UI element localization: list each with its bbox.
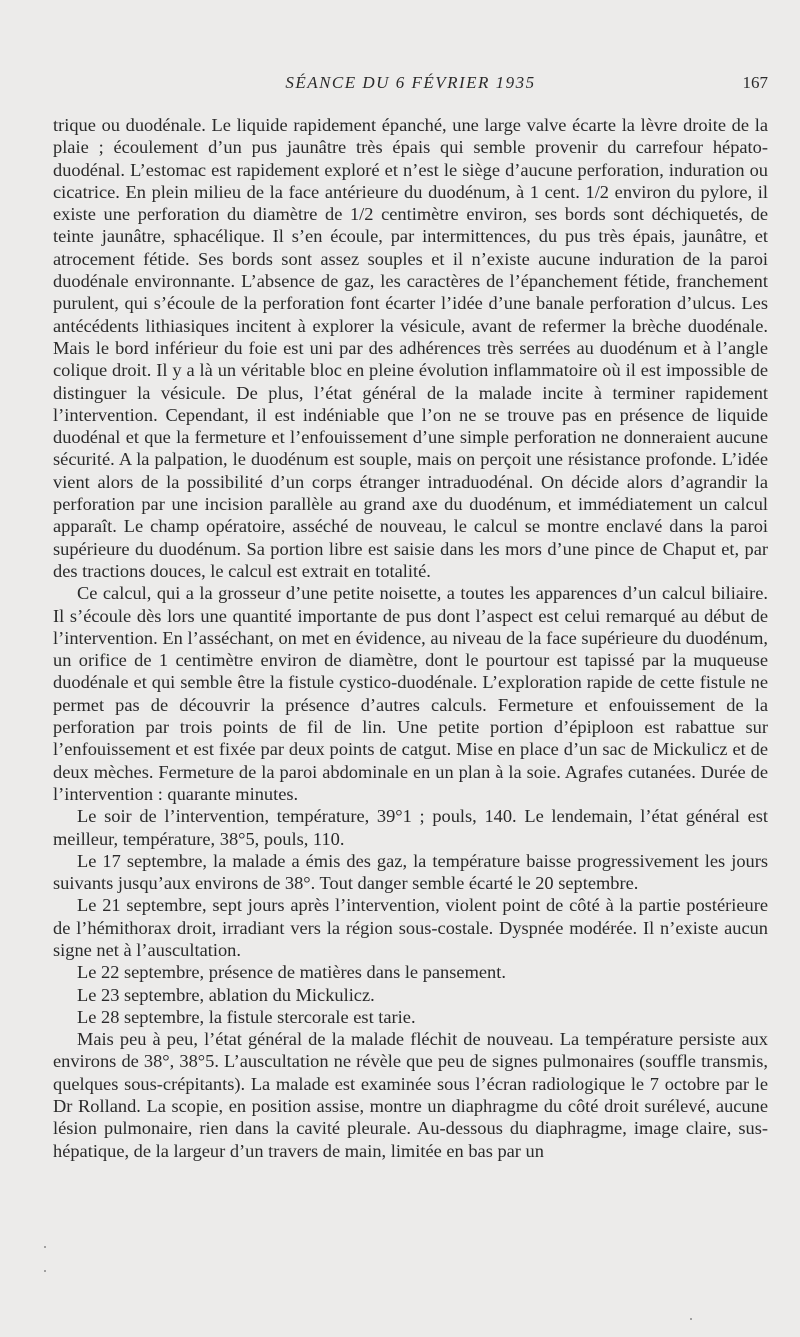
paragraph: Le 17 septembre, la malade a émis des gaz, la température baisse progressivement les jours suivants jusqu’aux environs de 38°. Tout danger semble écarté le 20 septembre. [53, 850, 768, 894]
paragraph: Mais peu à peu, l’état général de la malade fléchit de nouveau. La température persiste aux environs de 38°, 38°5. L’auscultation ne révèle que peu de signes pulmonaires (souffle transmis, quelques sous-crépitants). La malade est examinée sous l’écran radiologique le 7 octobre par le Dr Rolland. La scopie, en position assise, montre un diaphragme du côté droit surélevé, aucune lésion pulmonaire, rien dans la cavité pleurale. Au-dessous du diaphragme, image claire, sus-hépatique, de la largeur d’un travers de main, limitée en bas par un [53, 1029, 768, 1161]
paragraph: Le 28 septembre, la fistule stercorale est tarie. [77, 1006, 416, 1027]
paragraph: Le 23 septembre, ablation du Mickulicz. [77, 984, 375, 1005]
paragraph-continued: trique ou duodénale. Le liquide rapidement épanché, une large valve écarte la lèvre droite de la plaie ; écoulement d’un pus jaunâtre très épais qui semble provenir du carrefour hépato-duodénal. L’estomac est rapidement exploré et n’est le siège d’aucune perforation, induration ou cicatrice. En plein milieu de la face antérieure du duodénum, à 1 cent. 1/2 environ du pylore, il existe une perforation du diamètre de 1/2 centimètre environ, ses bords sont déchiquetés, de teinte jaunâtre, sphacélique. Il s’en écoule, par intermittences, du pus très épais, jaunâtre, et atrocement fétide. Ses bords sont assez souples et il n’existe aucune induration de la paroi duodénale environnante. L’absence de gaz, les caractères de l’épanchement fétide, franchement purulent, qui s’écoule de la perforation font écarter l’idée d’une banale perforation d’ulcus. Les antécédents lithiasiques incitent à explorer la vésicule, avant de refermer la brèche duodénale. Mais le bord inférieur du foie est uni par des adhérences très serrées au duodénum et à l’angle colique droit. Il y a là un véritable bloc en pleine évolution inflammatoire où il est impossible de distinguer la vésicule. De plus, l’état général de la malade incite à terminer rapidement l’intervention. Cependant, il est indéniable que l’on ne se trouve pas en présence de liquide duodénal et que la fermeture et l’enfouissement d’une simple perforation ne donneraient aucune sécurité. A la palpation, le duodénum est souple, mais on perçoit une résistance profonde. L’idée vient alors de la possibilité d’un corps étranger intraduodénal. On décide alors d’agrandir la perforation par une incision parallèle au grand axe du duodénum, et immédiatement un calcul apparaît. Le champ opératoire, asséché de nouveau, le calcul se montre enclavé dans la paroi supérieure du duodénum. Sa portion libre est saisie dans les mors d’une pince de Chaput et, par des tractions douces, le calcul est extrait en totalité. [53, 115, 768, 581]
paragraph: Le 21 septembre, sept jours après l’intervention, violent point de côté à la partie postérieure de l’hémithorax droit, irradiant vers la région sous-costale. Dyspnée modérée. Il n’existe aucun signe net à l’auscultation. [53, 895, 768, 960]
body-text [53, 114, 768, 1162]
scan-speck [690, 1318, 692, 1320]
running-head: SÉANCE DU 6 FÉVRIER 1935 [285, 73, 536, 92]
paragraph: Le 22 septembre, présence de matières dans le pansement. [77, 962, 506, 983]
page-header [53, 73, 768, 97]
page-number: 167 [742, 73, 768, 92]
scan-speck [44, 1270, 46, 1272]
scan-speck [44, 1246, 46, 1248]
paragraph: Ce calcul, qui a la grosseur d’une petite noisette, a toutes les apparences d’un calcul biliaire. Il s’écoule dès lors une quantité importante de pus dont l’aspect est celui remarqué au début de l’intervention. En l’asséchant, on met en évidence, au niveau de la face supérieure du duodénum, un orifice de 1 centimètre environ de diamètre, dont le pourtour est tapissé par la muqueuse duodénale et qui semble être la fistule cystico-duodénale. L’exploration rapide de cette fistule ne permet pas de découvrir la présence d’autres calculs. Fermeture et enfouissement de la perforation par trois points de fil de lin. Une petite portion d’épiploon est rabattue sur l’enfouissement et est fixée par deux points de catgut. Mise en place d’un sac de Mickulicz et de deux mèches. Fermeture de la paroi abdominale en un plan à la soie. Agrafes cutanées. Durée de l’intervention : quarante minutes. [53, 583, 768, 804]
paragraph: Le soir de l’intervention, température, 39°1 ; pouls, 140. Le lendemain, l’état général est meilleur, température, 38°5, pouls, 110. [53, 806, 768, 849]
